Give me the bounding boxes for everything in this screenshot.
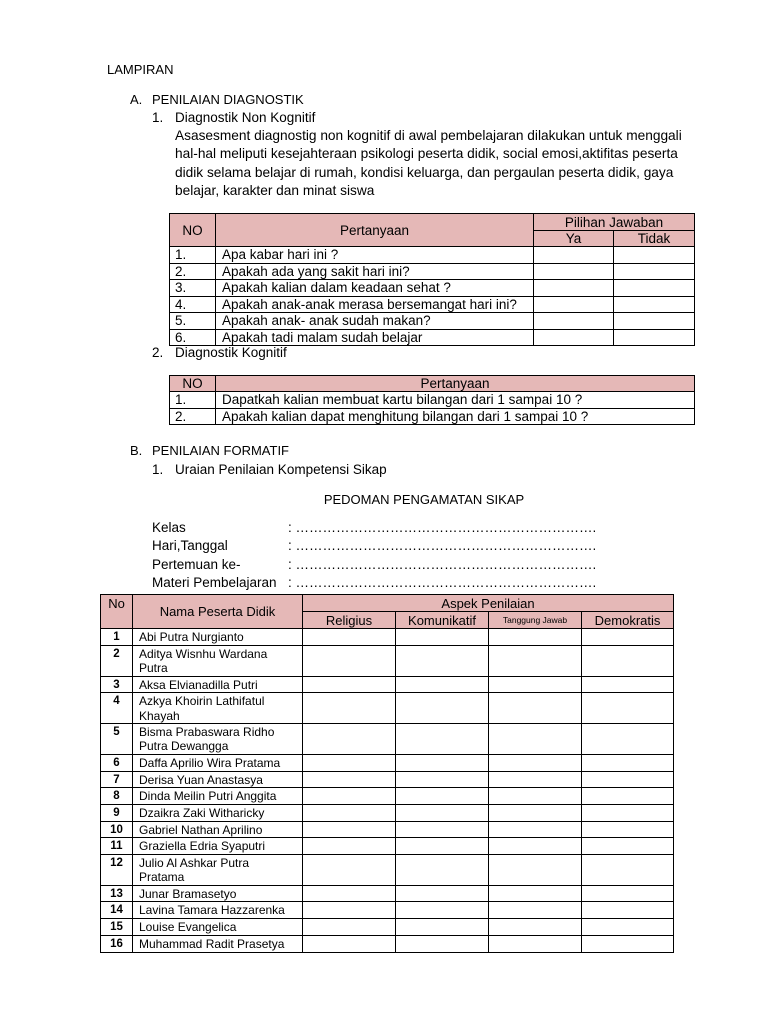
- demokratis-score-cell: [582, 885, 674, 902]
- answer-tidak-cell: [614, 296, 695, 313]
- question-row: [170, 247, 695, 264]
- paragraph-line: hal-hal meliputi kesejahteraan psikologi peserta didik, social emosi,aktifitas peserta: [175, 146, 678, 162]
- student-row: [101, 919, 674, 936]
- student-name: Muhammad Radit Prasetya: [133, 935, 303, 952]
- demokratis-score-cell: [582, 676, 674, 693]
- item-2-marker: 2.: [152, 345, 164, 360]
- demokratis-score-cell: [582, 919, 674, 936]
- student-name: Graziella Edria Syaputri: [133, 838, 303, 855]
- student-row: [101, 902, 674, 919]
- item-1-title: Uraian Penilaian Kompetensi Sikap: [175, 462, 387, 477]
- student-name: Dinda Meilin Putri Anggita: [133, 788, 303, 805]
- religius-score-cell: [303, 935, 396, 952]
- answer-tidak-cell: [614, 263, 695, 280]
- header-question: Pertanyaan: [216, 214, 534, 247]
- tanggung-jawab-score-cell: [489, 771, 582, 788]
- non-cognitive-description: [175, 127, 682, 200]
- student-number: 12: [101, 854, 133, 885]
- demokratis-score-cell: [582, 771, 674, 788]
- student-number: 14: [101, 902, 133, 919]
- demokratis-score-cell: [582, 724, 674, 755]
- religius-score-cell: [303, 645, 396, 676]
- question-text: Apakah anak-anak merasa bersemangat hari ini?: [216, 296, 534, 313]
- demokratis-score-cell: [582, 788, 674, 805]
- question-number: 1.: [170, 392, 216, 408]
- question-text: Apakah tadi malam sudah belajar: [216, 329, 534, 346]
- komunikatif-score-cell: [396, 804, 489, 821]
- question-text: Apa kabar hari ini ?: [216, 247, 534, 264]
- answer-ya-cell: [534, 247, 614, 264]
- student-row: [101, 676, 674, 693]
- student-number: 8: [101, 788, 133, 805]
- student-row: [101, 935, 674, 952]
- question-text: Apakah kalian dapat menghitung bilangan dari 1 sampai 10 ?: [216, 408, 695, 424]
- student-name: Gabriel Nathan Aprilino: [133, 821, 303, 838]
- komunikatif-score-cell: [396, 645, 489, 676]
- religius-score-cell: [303, 754, 396, 771]
- header-religius: Religius: [303, 612, 396, 629]
- attitude-observation-table: [100, 594, 674, 953]
- demokratis-score-cell: [582, 754, 674, 771]
- header-answer-choices: Pilihan Jawaban: [534, 214, 695, 231]
- non-cognitive-question-table: [169, 213, 695, 346]
- komunikatif-score-cell: [396, 629, 489, 646]
- answer-tidak-cell: [614, 280, 695, 297]
- demokratis-score-cell: [582, 645, 674, 676]
- tanggung-jawab-score-cell: [489, 693, 582, 724]
- header-demokratis: Demokratis: [582, 612, 674, 629]
- student-number: 9: [101, 804, 133, 821]
- item-1-title: Diagnostik Non Kognitif: [175, 110, 316, 125]
- section-a-title: PENILAIAN DIAGNOSTIK: [152, 92, 304, 107]
- student-name: Derisa Yuan Anastasya: [133, 771, 303, 788]
- student-row: [101, 788, 674, 805]
- komunikatif-score-cell: [396, 854, 489, 885]
- question-number: 2.: [170, 263, 216, 280]
- section-b-title: PENILAIAN FORMATIF: [152, 443, 289, 458]
- tanggung-jawab-score-cell: [489, 902, 582, 919]
- header-no: NO: [170, 376, 216, 392]
- question-text: Dapatkah kalian membuat kartu bilangan dari 1 sampai 10 ?: [216, 392, 695, 408]
- item-1-marker: 1.: [152, 462, 164, 477]
- tanggung-jawab-score-cell: [489, 885, 582, 902]
- student-row: [101, 804, 674, 821]
- tanggung-jawab-score-cell: [489, 854, 582, 885]
- student-name: Aksa Elvianadilla Putri: [133, 676, 303, 693]
- demokratis-score-cell: [582, 902, 674, 919]
- student-row: [101, 885, 674, 902]
- komunikatif-score-cell: [396, 724, 489, 755]
- komunikatif-score-cell: [396, 902, 489, 919]
- question-number: 6.: [170, 329, 216, 346]
- form-field: [152, 556, 596, 574]
- student-number: 15: [101, 919, 133, 936]
- header-komunikatif: Komunikatif: [396, 612, 489, 629]
- komunikatif-score-cell: [396, 919, 489, 936]
- student-name: Louise Evangelica: [133, 919, 303, 936]
- demokratis-score-cell: [582, 629, 674, 646]
- student-number: 6: [101, 754, 133, 771]
- question-number: 2.: [170, 408, 216, 424]
- answer-ya-cell: [534, 313, 614, 330]
- religius-score-cell: [303, 821, 396, 838]
- religius-score-cell: [303, 854, 396, 885]
- question-row: [170, 392, 695, 408]
- tanggung-jawab-score-cell: [489, 629, 582, 646]
- question-number: 5.: [170, 313, 216, 330]
- question-row: [170, 408, 695, 424]
- form-field-fill: : ………………………………………………………….: [288, 538, 597, 554]
- komunikatif-score-cell: [396, 676, 489, 693]
- student-row: [101, 629, 674, 646]
- religius-score-cell: [303, 676, 396, 693]
- religius-score-cell: [303, 902, 396, 919]
- student-row: [101, 724, 674, 755]
- form-field-label: Pertemuan ke-: [152, 556, 241, 572]
- student-name: Bisma Prabaswara Ridho Putra Dewangga: [133, 724, 303, 755]
- student-name: Dzaikra Zaki Witharicky: [133, 804, 303, 821]
- form-field: [152, 574, 596, 592]
- tanggung-jawab-score-cell: [489, 754, 582, 771]
- form-field-fill: : ………………………………………………………….: [288, 574, 597, 590]
- form-field: [152, 519, 596, 537]
- komunikatif-score-cell: [396, 693, 489, 724]
- form-field-label: Kelas: [152, 520, 186, 535]
- cognitive-question-table: [169, 375, 695, 425]
- tanggung-jawab-score-cell: [489, 676, 582, 693]
- student-row: [101, 693, 674, 724]
- question-row: [170, 313, 695, 330]
- question-text: Apakah ada yang sakit hari ini?: [216, 263, 534, 280]
- tanggung-jawab-score-cell: [489, 804, 582, 821]
- religius-score-cell: [303, 804, 396, 821]
- student-number: 3: [101, 676, 133, 693]
- item-1-marker: 1.: [152, 110, 164, 125]
- question-number: 3.: [170, 280, 216, 297]
- section-b-marker: B.: [130, 443, 143, 458]
- komunikatif-score-cell: [396, 885, 489, 902]
- komunikatif-score-cell: [396, 935, 489, 952]
- demokratis-score-cell: [582, 854, 674, 885]
- komunikatif-score-cell: [396, 838, 489, 855]
- student-name: Aditya Wisnhu Wardana Putra: [133, 645, 303, 676]
- student-name: Junar Bramasetyo: [133, 885, 303, 902]
- student-name: Daffa Aprilio Wira Pratama: [133, 754, 303, 771]
- tanggung-jawab-score-cell: [489, 919, 582, 936]
- paragraph-line: belajar, karakter dan minat siswa: [175, 182, 375, 198]
- student-number: 4: [101, 693, 133, 724]
- religius-score-cell: [303, 629, 396, 646]
- religius-score-cell: [303, 919, 396, 936]
- student-number: 1: [101, 629, 133, 646]
- observation-form-title: PEDOMAN PENGAMATAN SIKAP: [323, 492, 525, 507]
- tanggung-jawab-score-cell: [489, 724, 582, 755]
- komunikatif-score-cell: [396, 788, 489, 805]
- student-number: 13: [101, 885, 133, 902]
- tanggung-jawab-score-cell: [489, 788, 582, 805]
- student-number: 2: [101, 645, 133, 676]
- religius-score-cell: [303, 885, 396, 902]
- header-no: No: [101, 595, 133, 629]
- student-row: [101, 821, 674, 838]
- question-row: [170, 296, 695, 313]
- student-number: 16: [101, 935, 133, 952]
- form-field-fill: : ………………………………………………………….: [288, 556, 597, 572]
- header-tanggung-jawab: Tanggung Jawab: [489, 612, 582, 629]
- section-a-marker: A.: [130, 92, 143, 107]
- question-row: [170, 263, 695, 280]
- student-row: [101, 854, 674, 885]
- answer-ya-cell: [534, 296, 614, 313]
- page-title: LAMPIRAN: [107, 62, 174, 77]
- religius-score-cell: [303, 724, 396, 755]
- form-field-label: Materi Pembelajaran: [152, 574, 277, 590]
- tanggung-jawab-score-cell: [489, 645, 582, 676]
- komunikatif-score-cell: [396, 821, 489, 838]
- student-number: 7: [101, 771, 133, 788]
- paragraph-line: Asasesment diagnostig non kognitif di awal pembelajaran dilakukan untuk menggali: [175, 128, 682, 143]
- header-tidak: Tidak: [614, 231, 695, 247]
- komunikatif-score-cell: [396, 771, 489, 788]
- student-row: [101, 754, 674, 771]
- answer-ya-cell: [534, 263, 614, 280]
- answer-tidak-cell: [614, 313, 695, 330]
- answer-ya-cell: [534, 280, 614, 297]
- answer-tidak-cell: [614, 329, 695, 346]
- demokratis-score-cell: [582, 838, 674, 855]
- demokratis-score-cell: [582, 804, 674, 821]
- form-field-fill: : ………………………………………………………….: [288, 520, 597, 535]
- paragraph-line: didik selama belajar di rumah, kondisi keluarga, dan pergaulan peserta didik, gaya: [175, 164, 674, 180]
- religius-score-cell: [303, 693, 396, 724]
- student-name: Abi Putra Nurgianto: [133, 629, 303, 646]
- tanggung-jawab-score-cell: [489, 838, 582, 855]
- answer-tidak-cell: [614, 247, 695, 264]
- question-text: Apakah anak- anak sudah makan?: [216, 313, 534, 330]
- demokratis-score-cell: [582, 821, 674, 838]
- question-number: 4.: [170, 296, 216, 313]
- komunikatif-score-cell: [396, 754, 489, 771]
- tanggung-jawab-score-cell: [489, 821, 582, 838]
- religius-score-cell: [303, 838, 396, 855]
- tanggung-jawab-score-cell: [489, 935, 582, 952]
- question-row: [170, 280, 695, 297]
- student-row: [101, 771, 674, 788]
- student-number: 11: [101, 838, 133, 855]
- item-2-title: Diagnostik Kognitif: [175, 345, 287, 360]
- student-name: Lavina Tamara Hazzarenka: [133, 902, 303, 919]
- religius-score-cell: [303, 771, 396, 788]
- header-no: NO: [170, 214, 216, 247]
- header-assessment-aspects: Aspek Penilaian: [303, 595, 674, 612]
- question-text: Apakah kalian dalam keadaan sehat ?: [216, 280, 534, 297]
- religius-score-cell: [303, 788, 396, 805]
- question-number: 1.: [170, 247, 216, 264]
- student-row: [101, 645, 674, 676]
- observation-form-fields: [152, 519, 596, 592]
- demokratis-score-cell: [582, 693, 674, 724]
- student-name: Azkya Khoirin Lathifatul Khayah: [133, 693, 303, 724]
- form-field: [152, 537, 596, 555]
- header-yes: Ya: [534, 231, 614, 247]
- form-field-label: Hari,Tanggal: [152, 538, 228, 554]
- header-question: Pertanyaan: [216, 376, 695, 392]
- header-student-name: Nama Peserta Didik: [133, 595, 303, 629]
- student-number: 5: [101, 724, 133, 755]
- answer-ya-cell: [534, 329, 614, 346]
- student-number: 10: [101, 821, 133, 838]
- demokratis-score-cell: [582, 935, 674, 952]
- student-row: [101, 838, 674, 855]
- student-name: Julio Al Ashkar Putra Pratama: [133, 854, 303, 885]
